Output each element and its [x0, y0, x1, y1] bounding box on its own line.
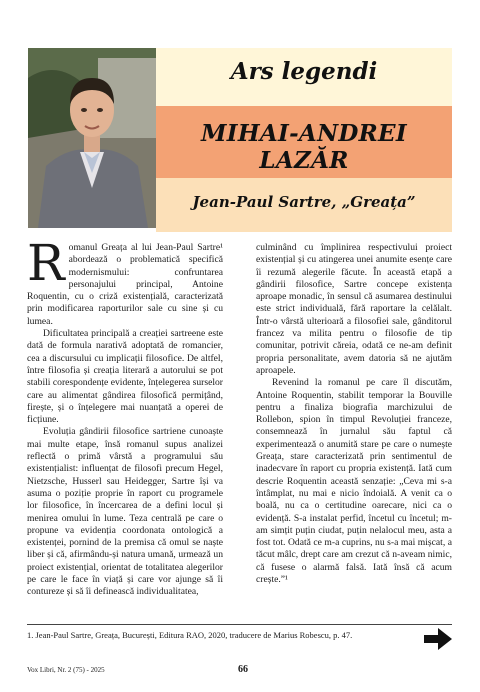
footnote: 1. Jean-Paul Sartre, Greața, București, Editura RAO, 2020, traducere de Marius Robescu, p. 47. [27, 630, 353, 640]
paragraph [27, 242, 223, 328]
paragraph: culminând cu împlinirea respectivului proiect existențial și cu atingerea unei anumite esențe care îi rezumă alegerile făcute. În această etapă a gândirii filosofice, Sartre concepe existența aproape monadic, în sensul că asumarea destinului este strict individuală, fără raportare la celălalt. Într-o vârstă ulterioară a filosofiei sale, gânditorul francez va milita pentru o filosofie de tip comunitar, potrivit căreia, odată ce ne-am definit propria personalitate, avem datoria să ne ajutăm aproapele. [256, 242, 452, 376]
drop-cap: R [27, 242, 65, 292]
portrait-image [28, 48, 156, 228]
paragraph: Revenind la romanul pe care îl discutăm, Antoine Roquentin, stabilit temporar la Bouville pentru a finaliza biografia marchizului de Rollebon, spion în timpul Revoluției franceze, consemnează în jurnalul său faptul că experimentează o anumită stare pe care o numește Greața, stare caracterizată prin sentimentul de inadecvare în raport cu propria existență. Iată cum descrie Roquentin această senzație: „Ceva mi s-a întâmplat, nu mai e nicio îndoială. A venit ca o boală, nu ca o certitudine oarecare, nici ca o evidență. S-a instalat perfid, încetul cu încetul; m-am simțit puțin ciudat, puțin nelalocul meu, asta a fost tot. Odată ce m-a cuprins, nu s-a mai mișcat, a tăcut mâlc, drept care am crezut că n-aveam nimic, că fusese o alarmă falsă. Iată însă că acum crește.”¹ [256, 377, 452, 586]
paragraph: Dificultatea principală a creației sartreene este dată de formula narativă adoptată de romancier, cea a discursului cu implicații filosofice. De altfel, între filosofia și creația literară a autorului se pot stabili corespondențe evidente, înțelegerea surselor care au alimentat gândirea filosofică permițând, firește, și o înțelegere mai nuanțată a operei de ficțiune. [27, 328, 223, 426]
author-portrait [28, 48, 156, 228]
text-column-left [27, 242, 223, 620]
journal-issue: Vox Libri, Nr. 2 (75) - 2025 [27, 666, 105, 674]
article-header [28, 48, 452, 232]
article-title: Jean-Paul Sartre, „Greața” [192, 193, 416, 211]
author-name: MIHAI-ANDREI LAZĂR [201, 120, 407, 174]
page-number: 66 [238, 664, 248, 675]
arrow-right-icon[interactable] [424, 628, 452, 650]
paragraph-text: omanul Greața al lui Jean-Paul Sartre¹ abordează o problematică specifică modernismului: confruntarea personajului principal, Antoine Roquentin, cu o criză existențială, caracterizată prin modificarea raporturilor sale cu sine și cu lumea. [27, 242, 223, 327]
text-column-right [256, 242, 452, 620]
footnote-divider [27, 624, 452, 625]
series-title: Ars legendi [230, 58, 378, 85]
paragraph: Evoluția gândirii filosofice sartriene cunoaște mai multe etape, însă romanul supus analizei reflectă o primă vârstă a programului său existențialist: influențat de filosofi precum Hegel, Nietzsche, Husserl sau Heidegger, Sartre își va asuma o poziție proprie în raport cu programele lor filosofice, în încercarea de a defini locul și menirea omului în lume. Teza centrală pe care o propune va evidenția coordonata ontologică a existenței, pornind de la premisa că omul se naște liber și că, afirmându-și natura umană, urmează un proiect existențial, orientat de totalitatea alegerilor pe care le face în viață și care vor ajunge să îi contureze și să îi definească individualitatea, [27, 426, 223, 598]
